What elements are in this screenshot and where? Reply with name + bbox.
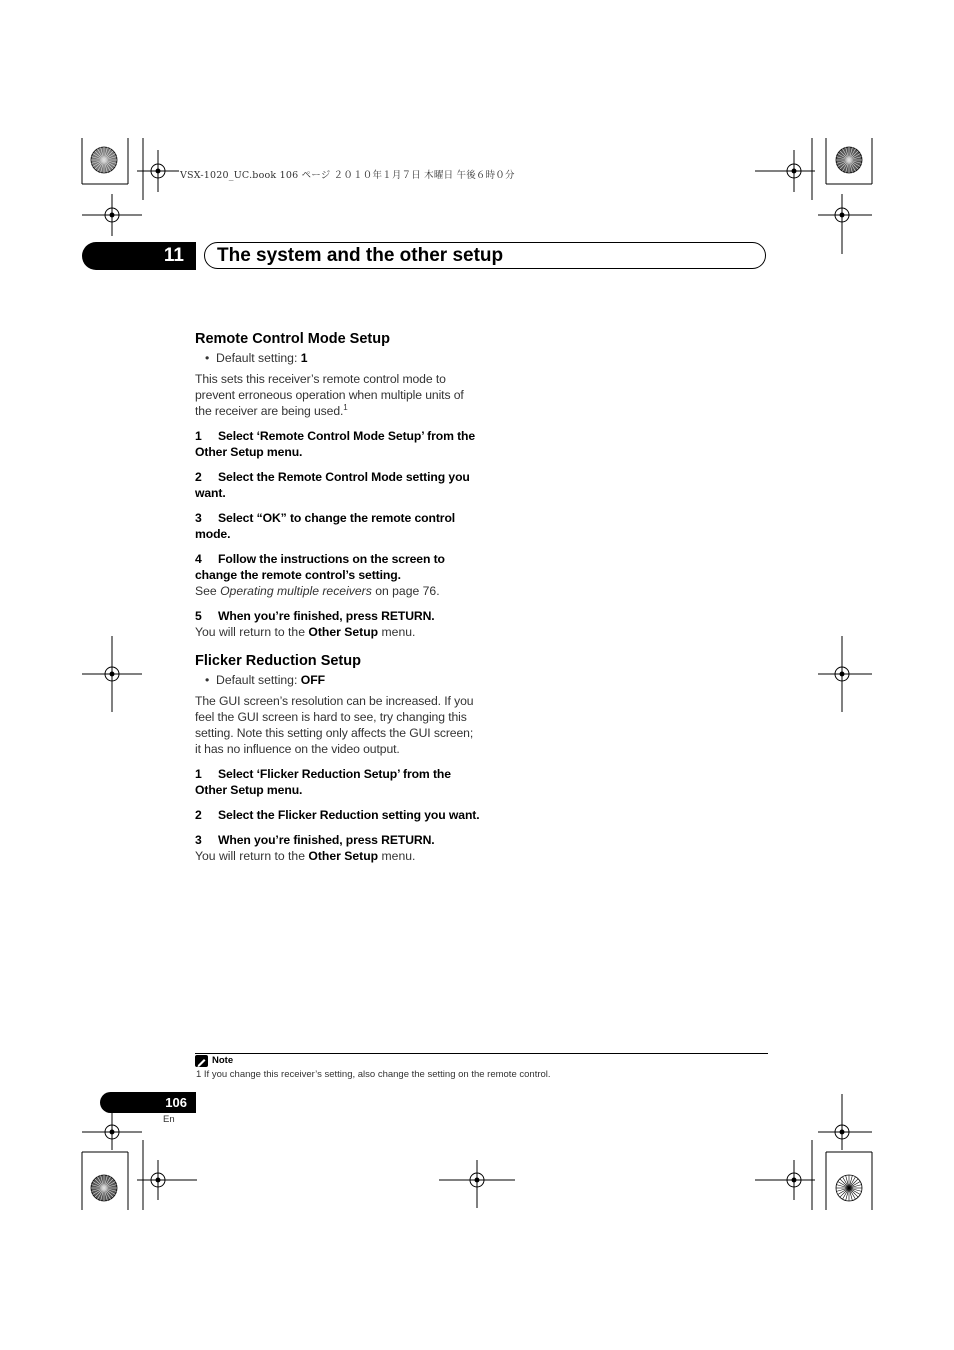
step-number: 3: [195, 833, 202, 847]
step-number: 2: [195, 808, 202, 822]
footnote-ref: 1: [343, 402, 348, 412]
page-ref: on page 76.: [371, 584, 440, 598]
step-text: Select the Flicker Reduction setting you want.: [218, 808, 480, 822]
step-text: Select ‘Remote Control Mode Setup’ from the Other Setup menu.: [195, 429, 476, 459]
step-item: [195, 428, 480, 460]
page-number: 106: [165, 1095, 187, 1110]
return-text: You will return to the: [195, 625, 309, 639]
default-label: Default setting:: [216, 351, 301, 365]
cross-reference: Operating multiple receivers: [220, 584, 372, 598]
chapter-title-box: [204, 242, 766, 269]
page-language: En: [163, 1114, 175, 1125]
chapter-number: 11: [163, 245, 184, 266]
chapter-tab: [82, 242, 196, 270]
step-text: Select the Remote Control Mode setting you want.: [195, 470, 470, 500]
return-note: [195, 624, 480, 640]
footnote-text: 1 If you change this receiver’s setting, also change the setting on the remote control.: [196, 1069, 551, 1080]
step-number: 5: [195, 609, 202, 623]
return-suffix: menu.: [378, 849, 416, 863]
note-divider: [195, 1053, 768, 1054]
step-number: 2: [195, 470, 202, 484]
step-text: Select “OK” to change the remote control mode.: [195, 511, 456, 541]
step-text: Select ‘Flicker Reduction Setup’ from the Other Setup menu.: [195, 767, 451, 797]
step-text: When you’re finished, press RETURN.: [218, 833, 435, 847]
step-item: [195, 766, 480, 798]
note-title: Note: [212, 1055, 234, 1066]
default-setting: • Default setting: 1: [205, 351, 308, 365]
description-text: This sets this receiver’s remote control mode to prevent erroneous operation when multiple units of the receiver are being used.: [195, 372, 464, 418]
return-note: [195, 848, 480, 864]
step-number: 4: [195, 552, 202, 566]
step-item: [195, 510, 480, 542]
step-text: Follow the instructions on the screen to change the remote control’s setting.: [195, 552, 445, 582]
file-header: VSX-1020_UC.book 106 ページ ２０１０年１月７日 木曜日 午後６時０分: [180, 170, 515, 181]
section-description: [195, 371, 480, 419]
page-number-tab: [100, 1092, 196, 1113]
main-content: [195, 330, 480, 864]
step-note: [195, 583, 480, 599]
section-heading-remote-control: Remote Control Mode Setup: [195, 331, 390, 347]
see-text: See: [195, 584, 221, 598]
return-text: You will return to the: [195, 849, 309, 863]
step-number: 1: [195, 767, 202, 781]
default-value: OFF: [300, 673, 326, 687]
step-item: [195, 832, 480, 848]
default-value: 1: [300, 351, 308, 365]
step-text: When you’re finished, press RETURN.: [218, 609, 435, 623]
note-pencil-icon: [195, 1055, 208, 1067]
return-menu: Other Setup: [308, 849, 379, 863]
step-item: [195, 807, 480, 823]
return-menu: Other Setup: [308, 625, 379, 639]
section-description: The GUI screen’s resolution can be increased. If you feel the GUI screen is hard to see, try changing this setting. Note this setting only affects the GUI screen; it has no influence on the video output.: [195, 694, 474, 756]
default-label: Default setting:: [216, 673, 301, 687]
step-item: [195, 551, 480, 583]
step-number: 3: [195, 511, 202, 525]
step-number: 1: [195, 429, 202, 443]
section-heading-flicker: Flicker Reduction Setup: [195, 653, 361, 669]
step-item: [195, 608, 480, 624]
chapter-title: The system and the other setup: [217, 245, 504, 266]
default-setting: • Default setting: OFF: [205, 673, 326, 687]
step-item: [195, 469, 480, 501]
return-suffix: menu.: [378, 625, 416, 639]
